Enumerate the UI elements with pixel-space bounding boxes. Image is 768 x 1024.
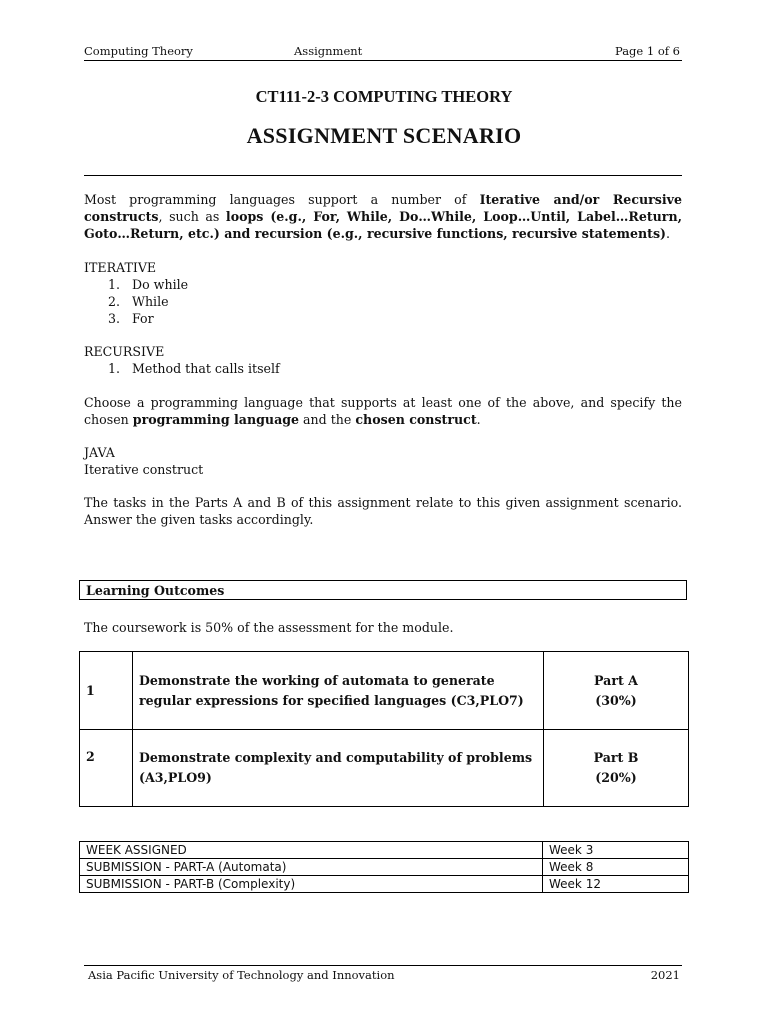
page-header — [84, 42, 682, 61]
list-item: 1. Do while — [108, 277, 189, 292]
schedule-value: Week 12 — [543, 876, 689, 893]
table-row — [80, 652, 689, 730]
table-row — [80, 859, 689, 876]
table-row — [80, 876, 689, 893]
iterative-list — [84, 276, 188, 327]
outcome-part: Part B (20%) — [544, 730, 689, 807]
footer-institution: Asia Pacific University of Technology and Innovation — [88, 968, 395, 982]
chosen-language: JAVA — [84, 445, 115, 460]
schedule-value: Week 3 — [543, 842, 689, 859]
table-row — [80, 842, 689, 859]
outcome-number: 2 — [80, 730, 133, 807]
header-document-type: Assignment — [294, 44, 363, 58]
list-item: 1. Method that calls itself — [108, 361, 280, 376]
learning-outcomes-table — [79, 651, 689, 807]
header-page-number: Page 1 of 6 — [614, 44, 680, 58]
recursive-heading: RECURSIVE — [84, 344, 165, 359]
table-row — [80, 730, 689, 807]
outcome-description: Demonstrate complexity and computability of problems (A3,PLO9) — [133, 730, 544, 807]
schedule-label: SUBMISSION - PART-B (Complexity) — [80, 876, 543, 893]
header-module-name: Computing Theory — [84, 44, 193, 58]
list-item: 2. While — [108, 294, 169, 309]
outcome-number: 1 — [80, 652, 133, 730]
outcome-description: Demonstrate the working of automata to generate regular expressions for specified languages (C3,PLO7) — [133, 652, 544, 730]
intro-paragraph: Most programming languages support a number of Iterative and/or Recursive constructs, such as loops (e.g., For, While, Do…While, Loop…Until, Label…Return, Goto…Return, etc.) and recursion (e.g., recursive functions, recursive statements). — [84, 192, 682, 241]
title-divider — [84, 175, 682, 176]
learning-outcomes-heading: Learning Outcomes — [79, 580, 687, 600]
iterative-heading: ITERATIVE — [84, 260, 157, 275]
list-item: 3. For — [108, 311, 154, 326]
page-title: ASSIGNMENT SCENARIO — [246, 123, 522, 148]
page-footer — [84, 965, 682, 982]
schedule-table — [79, 841, 689, 893]
coursework-note: The coursework is 50% of the assessment for the module. — [84, 620, 454, 635]
schedule-value: Week 8 — [543, 859, 689, 876]
module-code-title: CT111-2-3 COMPUTING THEORY — [255, 87, 513, 106]
recursive-list — [84, 360, 280, 377]
schedule-label: WEEK ASSIGNED — [80, 842, 543, 859]
outcome-part: Part A (30%) — [544, 652, 689, 730]
footer-year: 2021 — [650, 968, 680, 982]
schedule-label: SUBMISSION - PART-A (Automata) — [80, 859, 543, 876]
chosen-construct: Iterative construct — [84, 462, 204, 477]
tasks-paragraph: The tasks in the Parts A and B of this assignment relate to this given assignment scenario. Answer the given tasks accordingly. — [84, 495, 682, 527]
choose-language-paragraph: Choose a programming language that supports at least one of the above, and specify the chosen programming language and the chosen construct. — [84, 395, 682, 427]
